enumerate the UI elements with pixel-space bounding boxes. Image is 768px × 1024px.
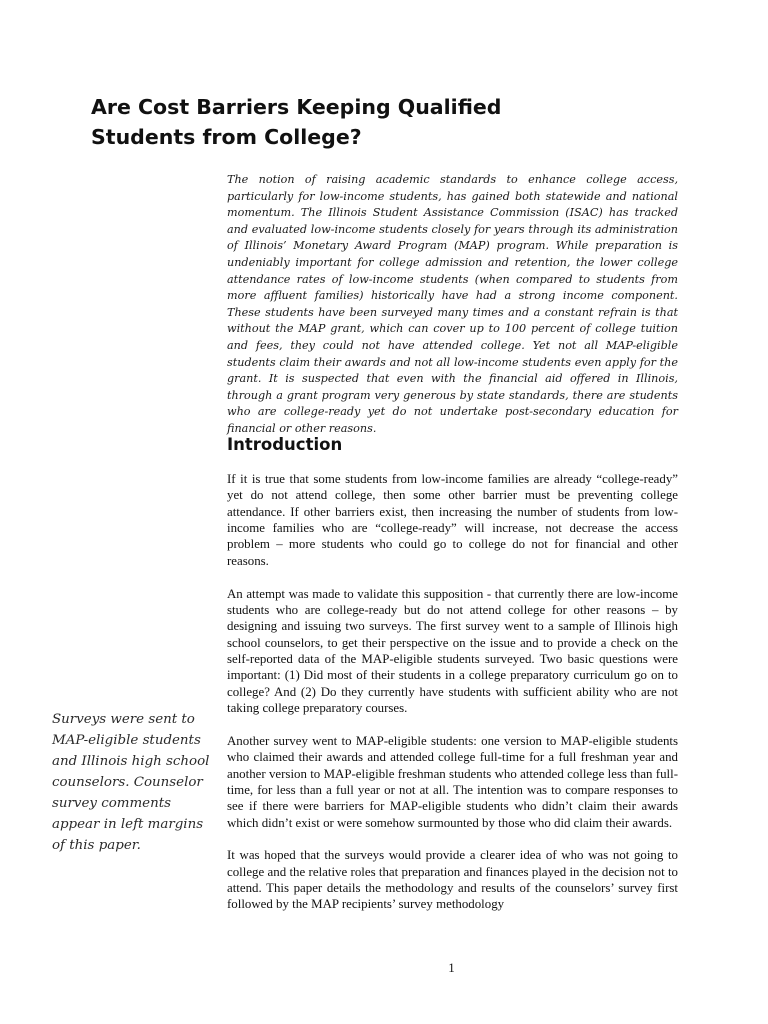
- body-paragraph-2: An attempt was made to validate this supposition - that currently there are low-income students who are college-ready but do not attend college for other reasons – by designing and issuing two surveys. The first survey went to a sample of Illinois high school counselors, to get their perspective on the issue and to provide a check on the self-reported data of the MAP-eligible students surveyed. Two basic questions were important: (1) Did most of their students in a college preparatory curriculum go on to college? And (2) Do they currently have students with sufficient ability who are not taking college preparatory courses.: [227, 586, 678, 715]
- body-paragraph-1: If it is true that some students from low-income families are already “college-ready” yet do not attend college, then some other barrier must be preventing college attendance. If other barriers exist, then increasing the number of students from low-income families who are “college-ready” will increase, not decrease the access problem – more students who could go to college do not for financial and other reasons.: [227, 472, 678, 568]
- margin-sidenote: Surveys were sent to MAP-eligible students and Illinois high school counselors. Counselor survey comments appear in left margins of this paper.: [52, 712, 210, 853]
- body-text-column: [227, 471, 678, 957]
- body-paragraph-4: It was hoped that the surveys would provide a clearer idea of who was not going to college and the relative roles that preparation and finances played in the decision not to attend. This paper details the methodology and results of the counselors’ survey first followed by the MAP recipients’ survey methodology: [227, 848, 678, 912]
- page-title: Are Cost Barriers Keeping Qualified Students from College?: [91, 95, 502, 149]
- body-paragraph-3: Another survey went to MAP-eligible students: one version to MAP-eligible students who claimed their awards and attended college full-time for a full freshman year and another version to MAP-eligible freshman students who attended college less than full-time, for less than a full year or not at all. The intention was to compare responses to see if there were barriers for MAP-eligible students who didn’t claim their awards which didn’t exist or were somehow surmounted by those who did claim their awards.: [227, 733, 678, 830]
- section-heading-introduction: Introduction: [227, 435, 343, 454]
- abstract-paragraph: The notion of raising academic standards to enhance college access, particularly for low-income students, has gained both statewide and national momentum. The Illinois Student Assistance Commission (ISAC) has tracked and evaluated low-income students closely for years through its administration of Illinois’ Monetary Award Program (MAP) program. While preparation is undeniably important for college admission and retention, the lower college attendance rates of low-income students (when compared to students from more affluent families) historically have had a strong income component. These students have been surveyed many times and a constant refrain is that without the MAP grant, which can cover up to 100 percent of college tuition and fees, they could not have attended college. Yet not all MAP-eligible students claim their awards and not all low-income students even apply for the grant. It is suspected that even with the financial aid offered in Illinois, through a grant program very generous by state standards, there are students who are college-ready yet do not undertake post-secondary education for financial or other reasons.: [227, 173, 678, 435]
- page-number: 1: [448, 960, 455, 975]
